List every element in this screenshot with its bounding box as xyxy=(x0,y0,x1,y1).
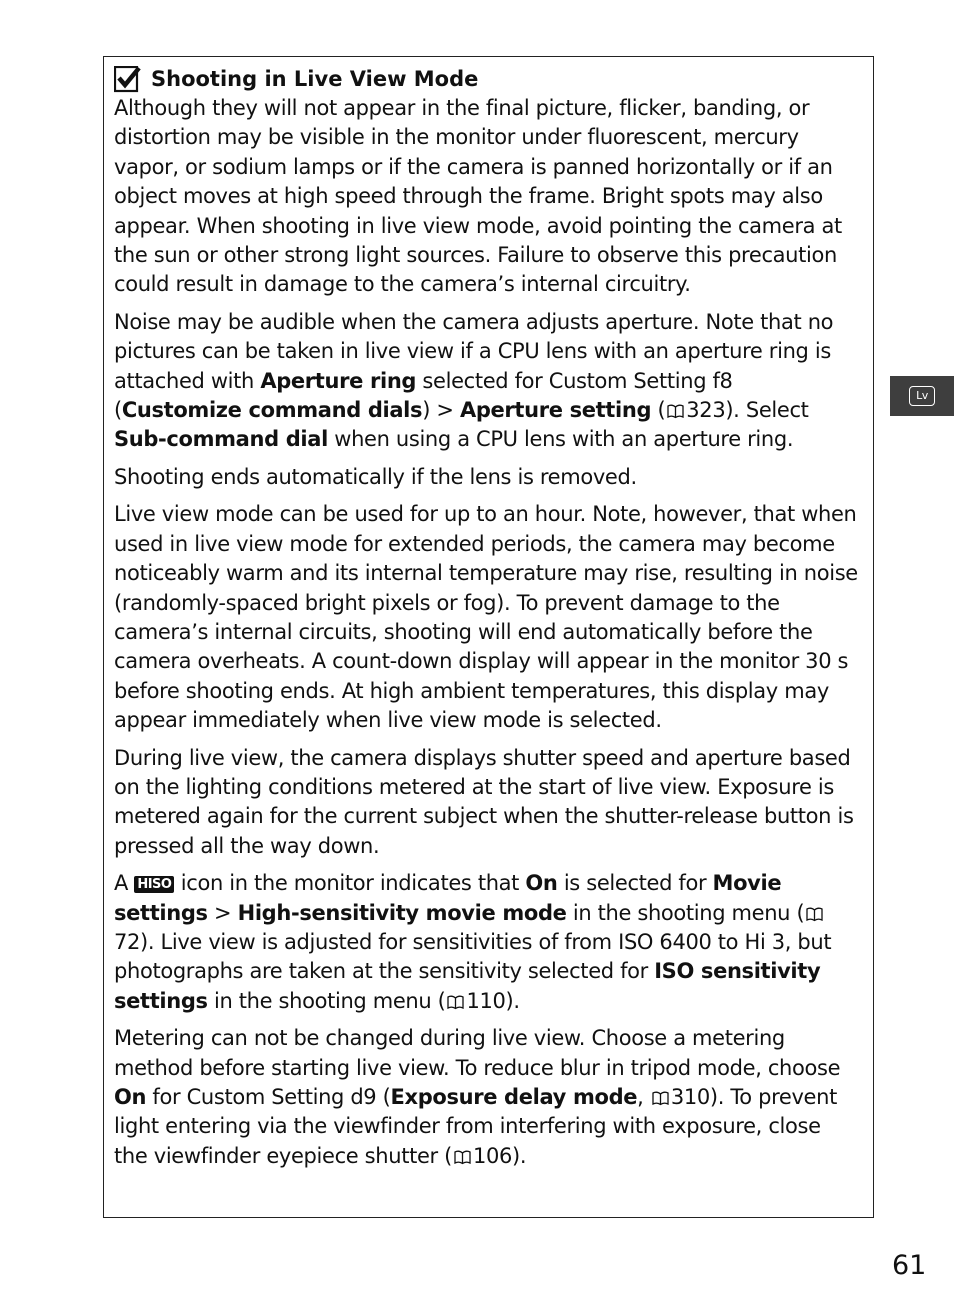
text: for Custom Setting d9 ( xyxy=(146,1085,391,1109)
text: ). To prevent light entering via the viewfinder from interfering with exposure, close the viewfinder eyepiece shutter ( xyxy=(114,1085,837,1168)
text: when using a CPU lens with an aperture ring. xyxy=(327,427,794,452)
paragraph-noise xyxy=(114,308,859,455)
note-title-row xyxy=(114,65,859,94)
paragraph-flicker: Although they will not appear in the final picture, flicker, banding, or distortion may be visible in the monitor under fluorescent, mercury vapor, or sodium lamps or if the camera is panned horizontally or if an object moves at high speed through the frame. Bright spots may also appear. When shooting in live view mode, avoid pointing the camera at the sun or other strong light sources. Failure to observe this precaution could result in damage to the camera’s internal circuitry. xyxy=(114,96,842,297)
book-reference-icon xyxy=(447,995,464,1010)
paragraph-metering xyxy=(114,1024,859,1171)
page-number: 61 xyxy=(892,1250,927,1281)
bold-term: High-sensitivity movie mode xyxy=(237,900,567,925)
paragraph-hiso xyxy=(114,869,859,1016)
page-reference-link[interactable]: 323 xyxy=(686,398,726,423)
bold-term: Movie settings xyxy=(114,871,782,925)
text: ). Live view is adjusted for sensitivities of from ISO 6400 to Hi 3, but photographs are taken at the sensitivity selected for xyxy=(114,929,832,984)
book-reference-icon xyxy=(806,907,823,922)
note-content xyxy=(114,65,859,1179)
paragraph-duration: Live view mode can be used for up to an hour. Note, however, that when used in live view mode for extended periods, the camera may become noticeably warm and its internal temperature may rise, resulting in noise (randomly-spaced bright pixels or fog). To prevent damage to the camera’s internal circuits, shooting will end automatically before the camera overheats. A count-down display will appear in the monitor 30 s before shooting ends. At high ambient temperatures, this display may appear immediately when live view mode is selected. xyxy=(114,502,858,733)
book-reference-icon xyxy=(652,1091,669,1106)
live-view-icon: Lv xyxy=(909,386,935,406)
text: Metering can not be changed during live view. Choose a metering method before starting live view. To reduce blur in tripod mode, choose xyxy=(114,1026,841,1080)
text: A xyxy=(114,871,135,896)
hiso-icon: HISO xyxy=(134,876,174,893)
chapter-tab-live-view[interactable] xyxy=(890,376,954,416)
book-reference-icon xyxy=(454,1150,471,1165)
note-box xyxy=(103,56,874,1218)
page-reference-link[interactable]: 106 xyxy=(473,1143,513,1168)
text: Noise may be audible when the camera adjusts aperture. Note that no pictures can be taken in live view if a CPU lens with an aperture ring is attached with xyxy=(114,309,834,393)
text: ). xyxy=(505,988,520,1013)
book-reference-icon xyxy=(667,404,684,419)
page-reference-link[interactable]: 310 xyxy=(670,1085,710,1109)
bold-term: On xyxy=(114,1085,147,1109)
text: ). Select xyxy=(725,398,809,423)
text: ) > xyxy=(422,398,460,423)
text: ). xyxy=(512,1143,527,1168)
bold-term: Aperture ring xyxy=(260,368,417,393)
text: in the shooting menu ( xyxy=(566,900,805,925)
bold-term: On xyxy=(525,871,558,896)
check-note-icon xyxy=(114,66,141,93)
text: selected for Custom Setting f8 ( xyxy=(114,368,733,423)
paragraph-exposure: During live view, the camera displays shutter speed and aperture based on the lighting conditions metered at the start of live view. Exposure is metered again for the current subject when the shutter-release button is pressed all the way down. xyxy=(114,745,854,858)
bold-term: Customize command dials xyxy=(121,398,423,423)
page-reference-link[interactable]: 72 xyxy=(114,929,141,954)
bold-term: ISO sensitivity settings xyxy=(114,959,821,1013)
paragraph-lens-removed: Shooting ends automatically if the lens is removed. xyxy=(114,464,637,489)
bold-term: Aperture setting xyxy=(459,398,652,423)
text: , xyxy=(637,1085,650,1109)
text: in the shooting menu ( xyxy=(207,988,446,1013)
text: > xyxy=(207,900,238,925)
note-title: Shooting in Live View Mode xyxy=(151,67,479,91)
text: is selected for xyxy=(557,871,713,896)
bold-term: Sub-command dial xyxy=(114,427,328,452)
text: ( xyxy=(651,398,666,423)
bold-term: Exposure delay mode xyxy=(390,1085,638,1109)
text: icon in the monitor indicates that xyxy=(174,871,526,896)
page-reference-link[interactable]: 110 xyxy=(466,988,506,1013)
